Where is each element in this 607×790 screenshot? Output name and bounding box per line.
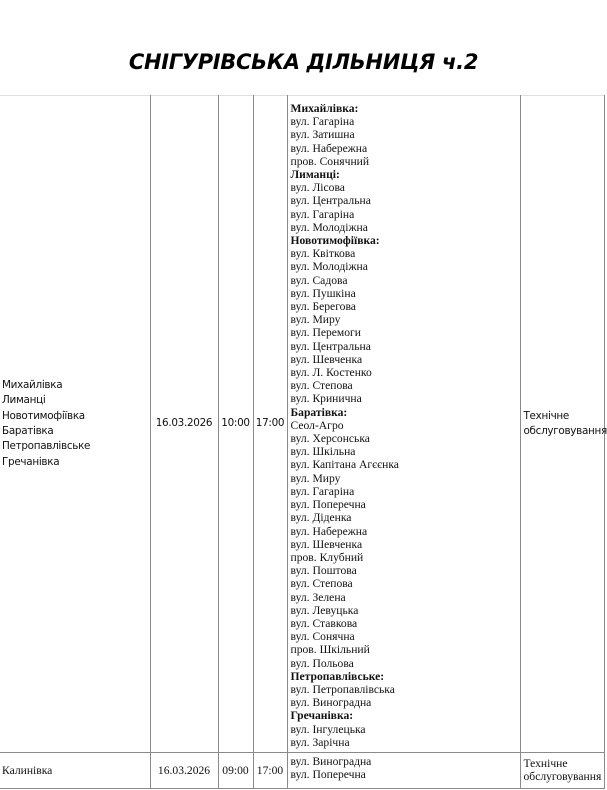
street-item: пров. Сонячний	[290, 154, 370, 168]
street-item: вул. Центральна	[290, 194, 371, 208]
street-item: вул. Капітана Агєєнка	[290, 458, 399, 472]
settlement-name: Гречанівка	[2, 455, 60, 468]
street-item: вул. Квіткова	[290, 247, 356, 261]
start-time-cell: 10:00	[218, 96, 253, 753]
street-item: вул. Діденка	[290, 511, 352, 525]
street-item: вул. Шкільна	[290, 445, 356, 459]
street-item: вул. Шевченка	[290, 352, 363, 366]
table-row	[0, 752, 604, 788]
village-heading: Петропавлівське:	[290, 669, 385, 683]
street-item: вул. Ставкова	[290, 616, 358, 630]
end-time-cell: 17:00	[253, 96, 287, 753]
street-item: вул. Лісова	[290, 181, 345, 195]
village-heading: Новотимофіївка:	[290, 234, 380, 248]
table-row	[0, 96, 604, 753]
street-item: вул. Перемоги	[290, 326, 362, 340]
street-item: вул. Гагаріна	[290, 484, 355, 498]
street-item: вул. Миру	[290, 471, 341, 485]
date-cell: 16.03.2026	[150, 752, 218, 788]
settlement-name: Новотимофіївка	[2, 409, 85, 422]
settlement-name: Калинівка	[2, 763, 53, 777]
outage-schedule-table	[0, 95, 605, 789]
street-item: вул. Гагаріна	[290, 115, 355, 129]
street-item: вул. Миру	[290, 313, 341, 327]
street-item: вул. Інгулецька	[290, 722, 366, 736]
date-cell: 16.03.2026	[150, 96, 218, 753]
street-item: вул. Набережна	[290, 524, 368, 538]
street-item: вул. Л. Костенко	[290, 366, 372, 380]
work-type-cell: Технічне обслуговування	[520, 752, 604, 788]
street-item: вул. Зарічна	[290, 735, 350, 749]
street-item: вул. Виноградна	[290, 696, 372, 710]
settlements-cell	[0, 752, 150, 788]
street-item: вул. Степова	[290, 577, 353, 591]
work-type-cell: Технічне обслуговування	[520, 96, 604, 753]
street-item: вул. Пушкіна	[290, 286, 356, 300]
street-item: вул. Берегова	[290, 300, 356, 314]
village-heading: Баратівка:	[290, 405, 348, 419]
street-item: вул. Садова	[290, 273, 348, 287]
street-item: Сеол-Агро	[290, 418, 344, 432]
street-item: вул. Затишна	[290, 128, 355, 142]
village-heading: Лиманці:	[290, 168, 340, 182]
street-item: вул. Поперечна	[290, 768, 366, 782]
page-title: СНІГУРІВСЬКА ДІЛЬНИЦЯ ч.2	[128, 50, 479, 74]
street-item: вул. Шевченка	[290, 537, 363, 551]
village-heading: Михайлівка:	[290, 102, 359, 115]
street-item: вул. Виноградна	[290, 754, 372, 768]
village-heading: Гречанівка:	[290, 709, 354, 723]
street-item: пров. Шкільний	[290, 643, 370, 657]
street-item: вул. Зелена	[290, 590, 346, 604]
street-item: вул. Левуцька	[290, 603, 359, 617]
street-item: вул. Набережна	[290, 141, 368, 155]
street-item: вул. Польова	[290, 656, 354, 670]
settlement-name: Баратівка	[2, 424, 54, 437]
settlement-name: Михайлівка	[2, 379, 63, 392]
street-item: вул. Молодіжна	[290, 220, 368, 234]
settlement-name: Лиманці	[2, 394, 46, 407]
street-item: вул. Молодіжна	[290, 260, 368, 274]
street-item: вул. Кринична	[290, 392, 362, 406]
street-item: вул. Сонячна	[290, 630, 355, 644]
start-time-cell: 09:00	[218, 752, 253, 788]
street-item: вул. Гагаріна	[290, 207, 355, 221]
settlements-cell	[0, 96, 150, 753]
street-item: вул. Петропавлівська	[290, 682, 395, 696]
street-item: вул. Поштова	[290, 564, 357, 578]
end-time-cell: 17:00	[253, 752, 287, 788]
street-item: пров. Клубний	[290, 550, 364, 564]
streets-cell	[287, 96, 520, 753]
street-item: вул. Центральна	[290, 339, 371, 353]
street-item: вул. Херсонська	[290, 432, 370, 446]
streets-cell	[287, 752, 520, 788]
settlement-name: Петропавлівське	[2, 440, 91, 453]
street-item: вул. Степова	[290, 379, 353, 393]
street-item: вул. Поперечна	[290, 498, 366, 512]
